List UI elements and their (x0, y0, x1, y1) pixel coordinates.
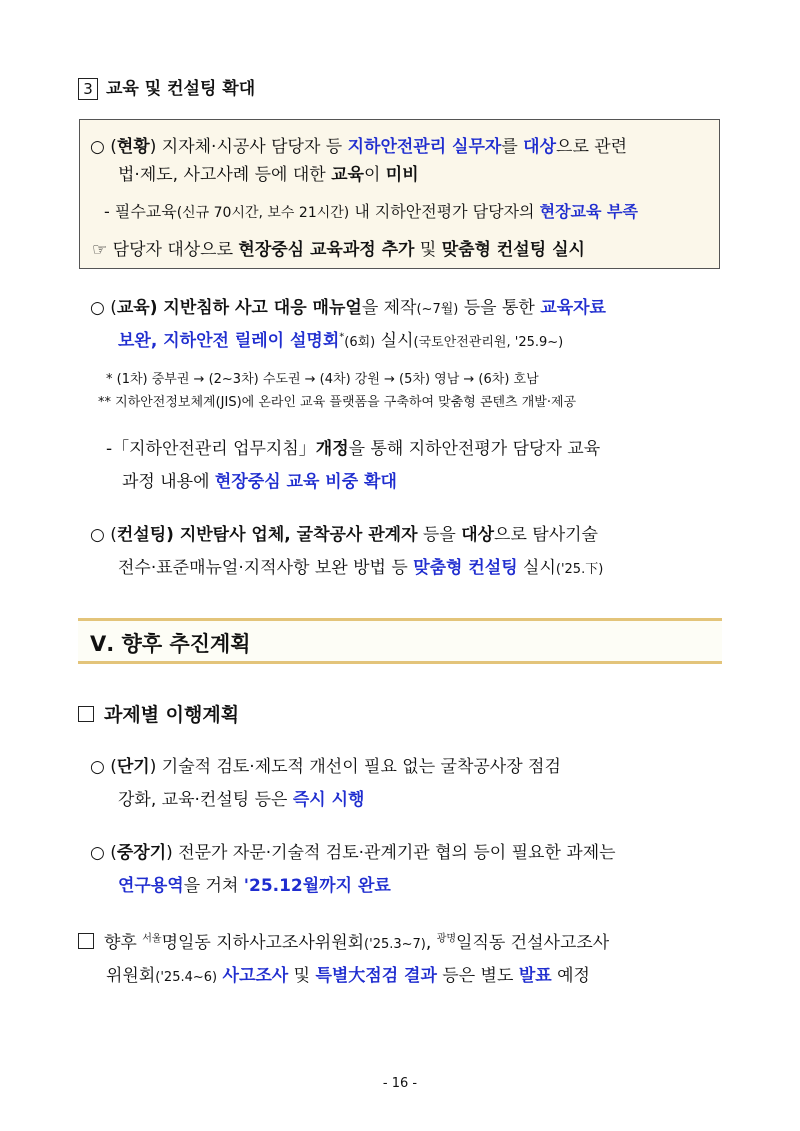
text: 과정 내용에 (122, 472, 215, 492)
text: ('25.下) (555, 562, 604, 577)
text: 법·제도, 사고사례 등에 대한 (118, 165, 332, 185)
text: 맞춤형 컨설팅 실시 (441, 240, 585, 260)
section-title (78, 74, 255, 100)
text: 를 (501, 137, 524, 157)
text: ○ ( (90, 525, 117, 545)
text: 교육 (331, 165, 364, 185)
highlight: 보완, 지하안전 릴레이 설명회 (118, 331, 340, 351)
text: 향후 (104, 933, 143, 953)
page-number: - 16 - (382, 1076, 418, 1091)
summary-line-1 (90, 132, 627, 157)
section-number-box: 3 (78, 78, 98, 100)
checkbox-square-icon (78, 933, 94, 949)
text: 교육) 지반침하 사고 대응 매뉴얼 (116, 298, 362, 318)
text: 으로 탐사기술 (494, 525, 598, 545)
text: 서울 (142, 933, 162, 945)
highlight: 즉시 시행 (292, 790, 365, 810)
text: 컨설팅) 지반탐사 업체, 굴착공사 관계자 (116, 525, 418, 545)
edu-note-1: * (1차) 중부권 → (2~3차) 수도권 → (4차) 강원 → (5차) 영남 → (6차) 호남 (106, 372, 539, 387)
text: 으로 관련 (556, 137, 628, 157)
highlight: 연구용역 (118, 876, 184, 896)
text: 현장중심 교육과정 추가 (238, 240, 415, 260)
highlight: 맞춤형 컨설팅 (413, 558, 518, 578)
chapter-title: Ⅴ. 향후 추진계획 (90, 632, 251, 656)
text: ) 전문가 자문·기술적 검토·관계기관 협의 등이 필요한 과제는 (166, 843, 616, 863)
text: 등은 별도 (436, 966, 519, 986)
highlight: 현장중심 교육 비중 확대 (214, 472, 397, 492)
edu-dash-line-2 (122, 467, 397, 492)
edu-line-1 (90, 293, 606, 318)
text: 실시 (517, 558, 556, 578)
text: ○ ( (90, 757, 117, 777)
consult-line-2 (118, 553, 603, 578)
highlight: 대상 (523, 137, 557, 157)
plan-heading-text: 과제별 이행계획 (104, 704, 240, 726)
text: 실시 (375, 331, 414, 351)
text: 및 (414, 240, 442, 260)
text: 및 (288, 966, 316, 986)
text: 내 지하안전평가 담당자의 (349, 202, 540, 221)
highlight: 현장교육 부족 (539, 202, 638, 221)
text: 일직동 건설사고조사 (456, 933, 610, 953)
edu-dash-line-1 (106, 434, 600, 459)
text: (6회) (344, 335, 376, 350)
footnote-mark: * (339, 331, 345, 343)
highlight: 교육자료 (540, 298, 606, 318)
text: 을 거쳐 (183, 876, 244, 896)
text: ('25.4~6) (155, 970, 218, 985)
text: 중장기 (116, 843, 167, 863)
edu-line-2 (118, 326, 563, 351)
text: ) 지자체·시공사 담당자 등 (149, 137, 348, 157)
summary-line-4 (92, 235, 585, 260)
text: ('25.3~7) (364, 937, 426, 952)
text: 대상 (461, 525, 495, 545)
text: ○ ( (90, 298, 117, 318)
text: 위원회 (106, 966, 156, 986)
text: 등을 통한 (458, 298, 541, 318)
text: 현황 (116, 137, 150, 157)
text: 등을 (417, 525, 462, 545)
section-title-text: 교육 및 컨설팅 확대 (106, 79, 256, 99)
plan-short-line-2 (118, 785, 364, 810)
text: 이 (363, 165, 386, 185)
consult-line-1 (90, 520, 598, 545)
summary-line-2 (118, 160, 419, 185)
text: - 필수교육 (104, 202, 177, 221)
text: (신규 70시간, 보수 21시간) (176, 205, 350, 221)
highlight: 발표 (518, 966, 552, 986)
future-line-2 (106, 961, 590, 986)
text: 강화, 교육·컨설팅 등은 (118, 790, 293, 810)
text: ○ ( (90, 843, 117, 863)
text: 예정 (551, 966, 590, 986)
text: 전수·표준매뉴얼·지적사항 보완 방법 등 (118, 558, 414, 578)
text: 미비 (385, 165, 419, 185)
text: ○ ( (90, 137, 117, 157)
text: -「지하안전관리 업무지침」 (106, 439, 316, 459)
text: 단기 (116, 757, 150, 777)
text: ☞ 담당자 대상으로 (92, 240, 239, 260)
highlight: 특별大점검 결과 (315, 966, 437, 986)
plan-short-line-1 (90, 752, 561, 777)
future-line-1 (78, 928, 609, 953)
text: 을 제작 (361, 298, 417, 318)
text: (국토안전관리원, '25.9~) (413, 335, 564, 350)
text: 을 통해 지하안전평가 담당자 교육 (348, 439, 601, 459)
text: ) 기술적 검토·제도적 개선이 필요 없는 굴착공사장 점검 (149, 757, 561, 777)
text: (~7월) (416, 302, 459, 317)
text: 명일동 지하사고조사위원회 (161, 933, 365, 953)
highlight: 사고조사 (222, 966, 289, 986)
text: , (425, 933, 437, 953)
text: 개정 (315, 439, 349, 459)
text: 광명 (436, 933, 457, 945)
plan-mid-line-1 (90, 838, 616, 863)
edu-note-2: ** 지하안전정보체계(JIS)에 온라인 교육 플랫폼을 구축하여 맞춤형 콘텐츠 개발·제공 (98, 395, 577, 410)
checkbox-square-icon (78, 706, 94, 722)
highlight: '25.12월까지 완료 (243, 876, 391, 896)
plan-heading (78, 700, 239, 727)
highlight: 지하안전관리 실무자 (347, 137, 502, 157)
summary-line-3 (104, 199, 638, 222)
plan-mid-line-2 (118, 871, 391, 896)
